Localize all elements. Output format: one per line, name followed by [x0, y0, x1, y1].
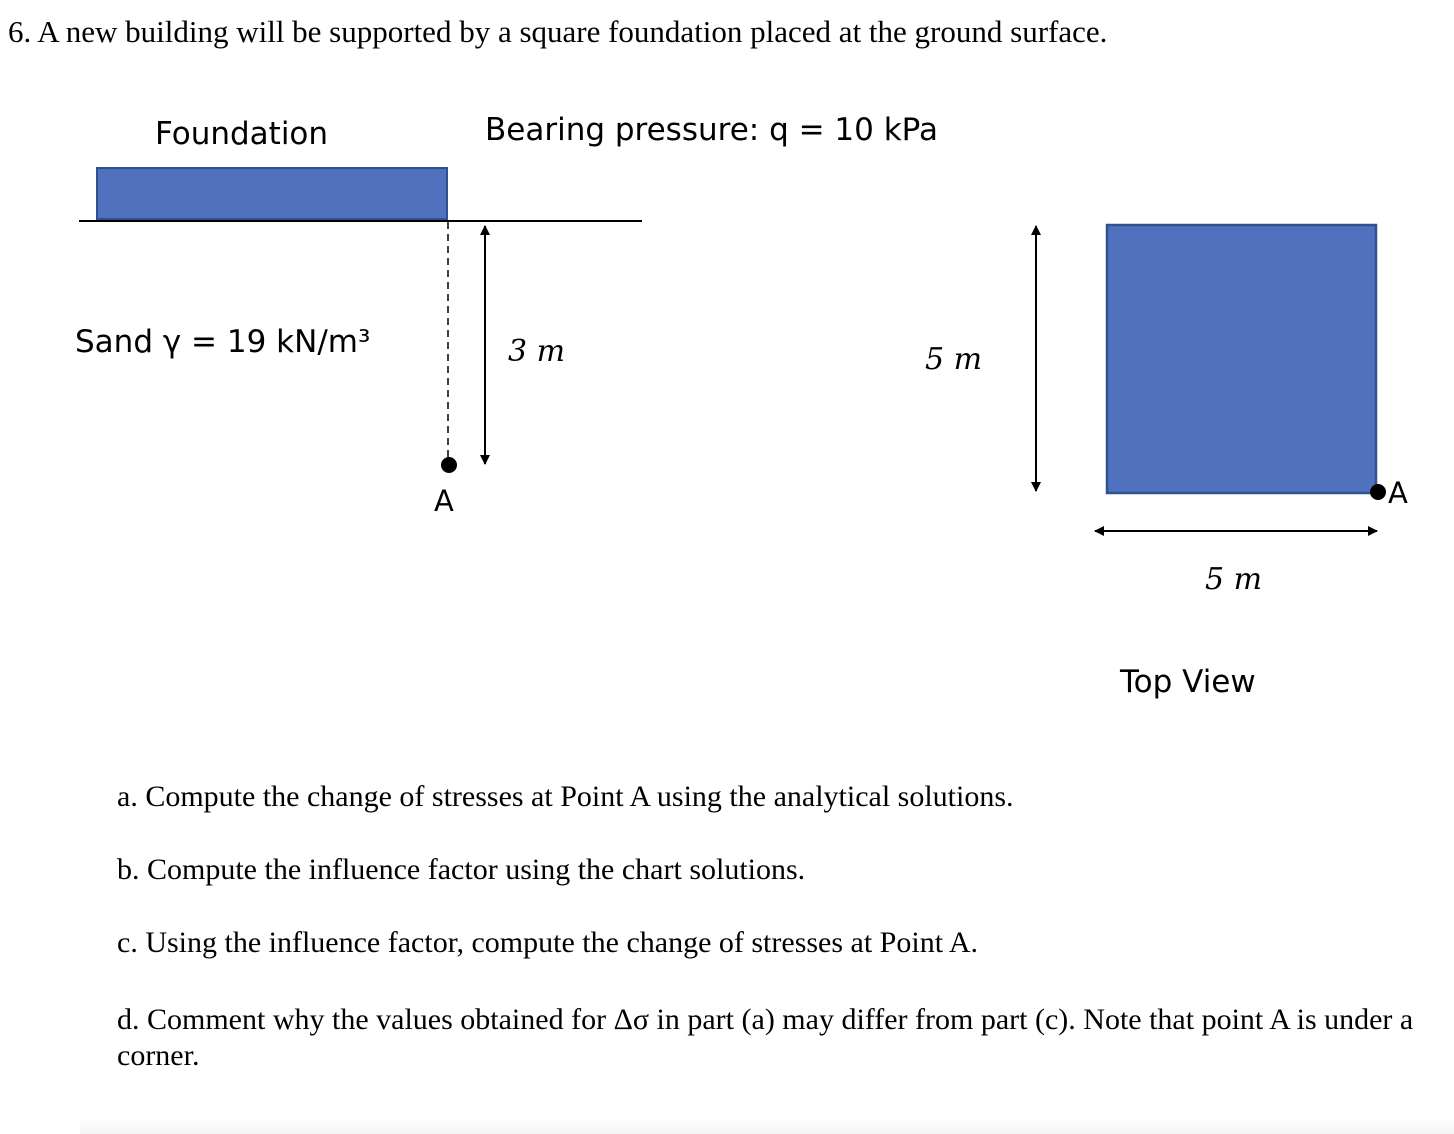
question-c: c. Using the influence factor, compute the change of stresses at Point A. — [117, 926, 979, 959]
point-a-marker — [441, 457, 457, 473]
question-d: d. Comment why the values obtained for Δσ in part (a) may differ from part (c). Note that point A is under a corner. — [117, 1003, 1414, 1072]
point-a-label: A — [434, 484, 454, 518]
page-bottom-shade — [80, 1118, 1454, 1134]
question-b: b. Compute the influence factor using the chart solutions. — [117, 853, 806, 886]
side-length-label: 5 m — [925, 342, 983, 377]
foundation-top-view-rect — [1107, 225, 1376, 493]
foundation-section-rect — [97, 168, 447, 219]
bearing-pressure-label: Bearing pressure: q = 10 kPa — [485, 112, 938, 148]
foundation-label: Foundation — [155, 116, 329, 152]
problem-title: 6. A new building will be supported by a square foundation placed at the ground surface. — [8, 14, 1108, 49]
depth-label: 3 m — [508, 334, 566, 369]
sand-unit-weight-label: Sand γ = 19 kN/m³ — [75, 324, 371, 360]
question-a: a. Compute the change of stresses at Point A using the analytical solutions. — [117, 780, 1014, 813]
point-a-corner-marker — [1370, 484, 1386, 500]
width-label: 5 m — [1205, 562, 1263, 597]
top-view-label: Top View — [1120, 664, 1256, 700]
point-a-corner-label: A — [1388, 476, 1408, 510]
